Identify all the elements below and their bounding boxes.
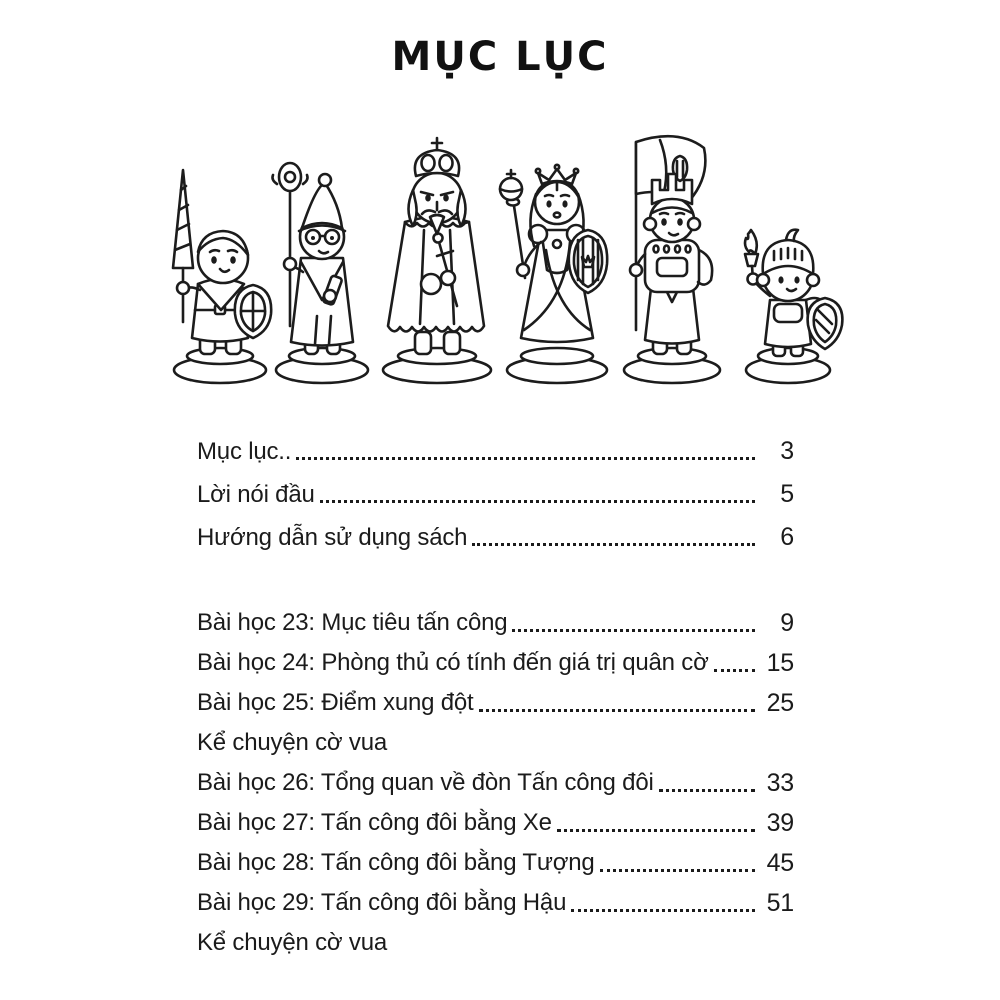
toc-section-note-row — [197, 923, 794, 963]
toc-entry-label: Lời nói đầu — [197, 480, 315, 508]
toc-page-number: 3 — [780, 437, 794, 465]
toc-dot-leader — [557, 829, 755, 832]
toc-dot-leader — [512, 629, 755, 632]
toc-page-number: 33 — [766, 768, 794, 797]
toc-dot-leader — [600, 869, 755, 872]
pawn-figure — [173, 170, 271, 383]
bishop-figure — [273, 163, 369, 383]
toc-dot-leader — [296, 457, 755, 460]
king-figure — [383, 138, 491, 383]
toc-entry-label: Bài học 27: Tấn công đôi bằng Xe — [197, 809, 552, 836]
toc-entry-row — [197, 683, 794, 723]
toc-entry-label: Bài học 24: Phòng thủ có tính đến giá trị quân cờ — [197, 649, 709, 676]
toc-dot-leader — [714, 669, 755, 672]
toc-list — [197, 430, 794, 963]
toc-page-number: 9 — [780, 608, 794, 637]
toc-page-number: 25 — [766, 688, 794, 717]
toc-page-number: 51 — [766, 888, 794, 917]
toc-dot-leader — [479, 709, 756, 712]
toc-section-note: Kể chuyện cờ vua — [197, 929, 387, 956]
toc-page-number: 6 — [780, 523, 794, 551]
toc-entry-row — [197, 430, 794, 473]
toc-dot-leader — [472, 543, 755, 546]
toc-entry-row — [197, 803, 794, 843]
toc-entry-label: Hướng dẫn sử dụng sách — [197, 523, 468, 551]
toc-entry-row — [197, 643, 794, 683]
toc-page-number: 45 — [766, 848, 794, 877]
rook-figure — [624, 136, 720, 383]
toc-entry-label: Bài học 23: Mục tiêu tấn công — [197, 609, 508, 636]
toc-section-note-row — [197, 723, 794, 763]
toc-entry-row — [197, 473, 794, 516]
toc-entry-label: Bài học 25: Điểm xung đột — [197, 689, 474, 716]
toc-dot-leader — [320, 500, 755, 503]
toc-dot-leader — [659, 789, 755, 792]
toc-entry-row — [197, 516, 794, 559]
toc-page-number: 5 — [780, 480, 794, 508]
knight-figure — [745, 230, 842, 383]
toc-entry-row — [197, 603, 794, 643]
toc-entry-label: Bài học 29: Tấn công đôi bằng Hậu — [197, 889, 567, 916]
queen-figure — [500, 165, 607, 383]
chess-characters-illustration — [150, 120, 850, 392]
toc-entry-row — [197, 843, 794, 883]
toc-entry-label: Bài học 26: Tổng quan về đòn Tấn công đôi — [197, 769, 654, 796]
toc-entry-row — [197, 883, 794, 923]
toc-entry-row — [197, 763, 794, 803]
toc-entry-label: Bài học 28: Tấn công đôi bằng Tượng — [197, 849, 595, 876]
toc-section-note: Kể chuyện cờ vua — [197, 729, 387, 756]
toc-dot-leader — [571, 909, 755, 912]
toc-entry-label: Mục lục.. — [197, 437, 292, 465]
toc-page-number: 39 — [766, 808, 794, 837]
toc-page-number: 15 — [766, 648, 794, 677]
page-title: MỤC LỤC — [391, 34, 609, 80]
